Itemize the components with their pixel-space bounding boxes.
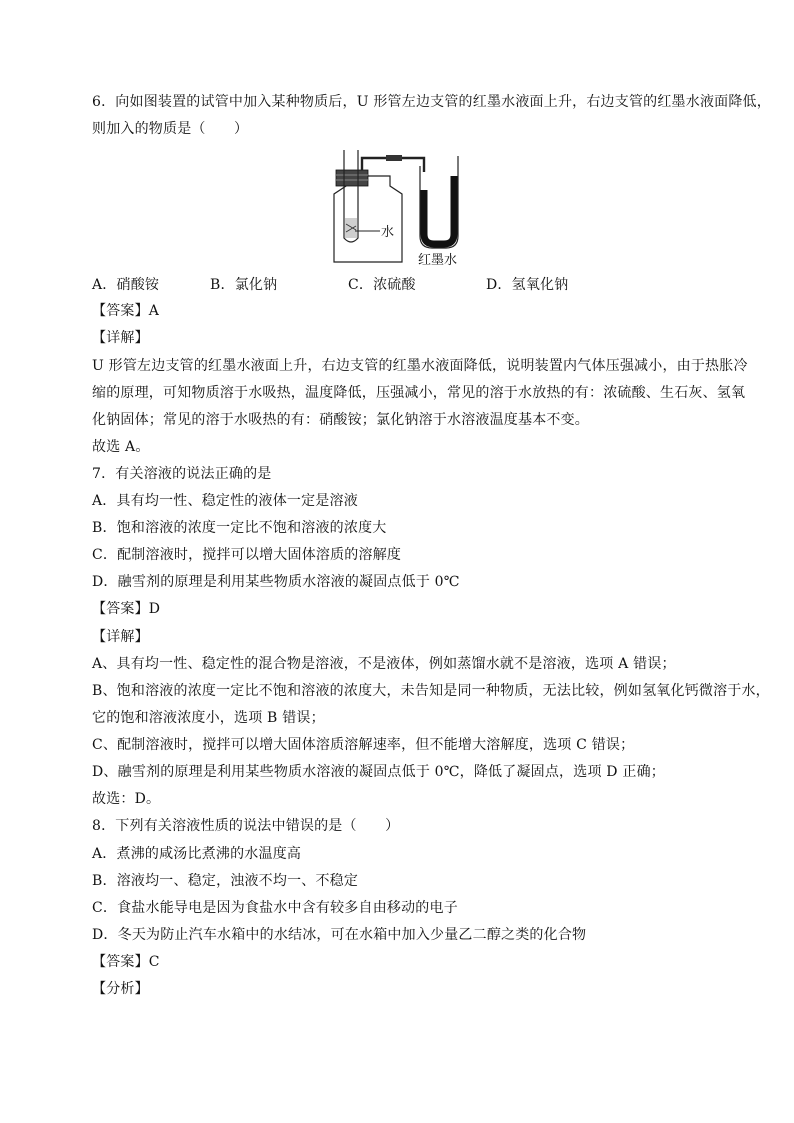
q6-option-a: A．硝酸铵 [92,277,160,293]
q6-detail-heading: 【详解】 [92,330,149,346]
q7-detail-line1: A、具有均一性、稳定性的混合物是溶液，不是液体，例如蒸馏水就不是溶液，选项 A 错误； [92,656,676,672]
q6-answer: 【答案】A [92,303,160,319]
q7-detail-heading: 【详解】 [92,629,149,645]
q6-stem-line1: 6．向如图装置的试管中加入某种物质后，U 形管左边支管的红墨水液面上升，右边支管的红墨水液面降低， [92,94,771,110]
q6-detail-line1: U 形管左边支管的红墨水液面上升，右边支管的红墨水液面降低，说明装置内气体压强减小，由于热胀冷 [92,358,748,374]
q6-detail-line3: 化钠固体；常见的溶于水吸热的有：硝酸铵；氯化钠溶于水溶液温度基本不变。 [92,412,589,428]
q6-stem-line2: 则加入的物质是（ ） [92,121,249,137]
q8-analysis-heading: 【分析】 [92,981,149,997]
rubber-stopper [336,170,368,186]
q8-answer: 【答案】C [92,954,160,970]
q8-option-d: D．冬天为防止汽车水箱中的水结冰，可在水箱中加入少量乙二醇之类的化合物 [92,927,587,943]
q7-option-d: D．融雪剂的原理是利用某些物质水溶液的凝固点低于 0℃ [92,574,460,590]
q7-detail-line3: 它的饱和溶液浓度小，选项 B 错误； [92,710,325,726]
q6-option-c: C．浓硫酸 [348,277,416,293]
label-red-ink: 红墨水 [418,253,458,268]
q6-option-d: D．氢氧化钠 [486,277,569,293]
q7-answer: 【答案】D [92,601,161,617]
u-tube-ink [424,176,454,244]
q6-detail-line2: 缩的原理，可知物质溶于水吸热，温度降低，压强减小，常见的溶于水放热的有：浓硫酸、生石灰、氢氧 [92,385,746,401]
q7-detail-line2: B、饱和溶液的浓度一定比不饱和溶液的浓度大，未告知是同一种物质，无法比较，例如氢氧化钙微溶于水， [92,683,770,699]
q8-option-b: B．溶液均一、稳定，浊液不均一、不稳定 [92,873,359,889]
label-water: 水 [381,225,395,240]
q8-stem: 8．下列有关溶液性质的说法中错误的是（ ） [92,818,400,834]
q7-detail-line4: C、配制溶液时，搅拌可以增大固体溶质溶解速率，但不能增大溶解度，选项 C 错误； [92,737,635,753]
q8-option-a: A．煮沸的咸汤比煮沸的水温度高 [92,846,302,862]
q7-option-c: C．配制溶液时，搅拌可以增大固体溶质的溶解度 [92,547,402,563]
apparatus-figure [322,146,478,270]
q8-option-c: C．食盐水能导电是因为食盐水中含有较多自由移动的电子 [92,900,458,916]
q7-option-a: A．具有均一性、稳定性的液体一定是溶液 [92,493,358,509]
q6-option-b: B．氯化钠 [210,277,278,293]
q6-conclusion: 故选 A。 [92,439,150,455]
q7-detail-line5: D、融雪剂的原理是利用某些物质水溶液的凝固点低于 0℃，降低了凝固点，选项 D 正确； [92,764,665,780]
q7-option-b: B．饱和溶液的浓度一定比不饱和溶液的浓度大 [92,520,387,536]
q7-stem: 7．有关溶液的说法正确的是 [92,466,272,482]
q7-conclusion: 故选：D。 [92,791,161,807]
